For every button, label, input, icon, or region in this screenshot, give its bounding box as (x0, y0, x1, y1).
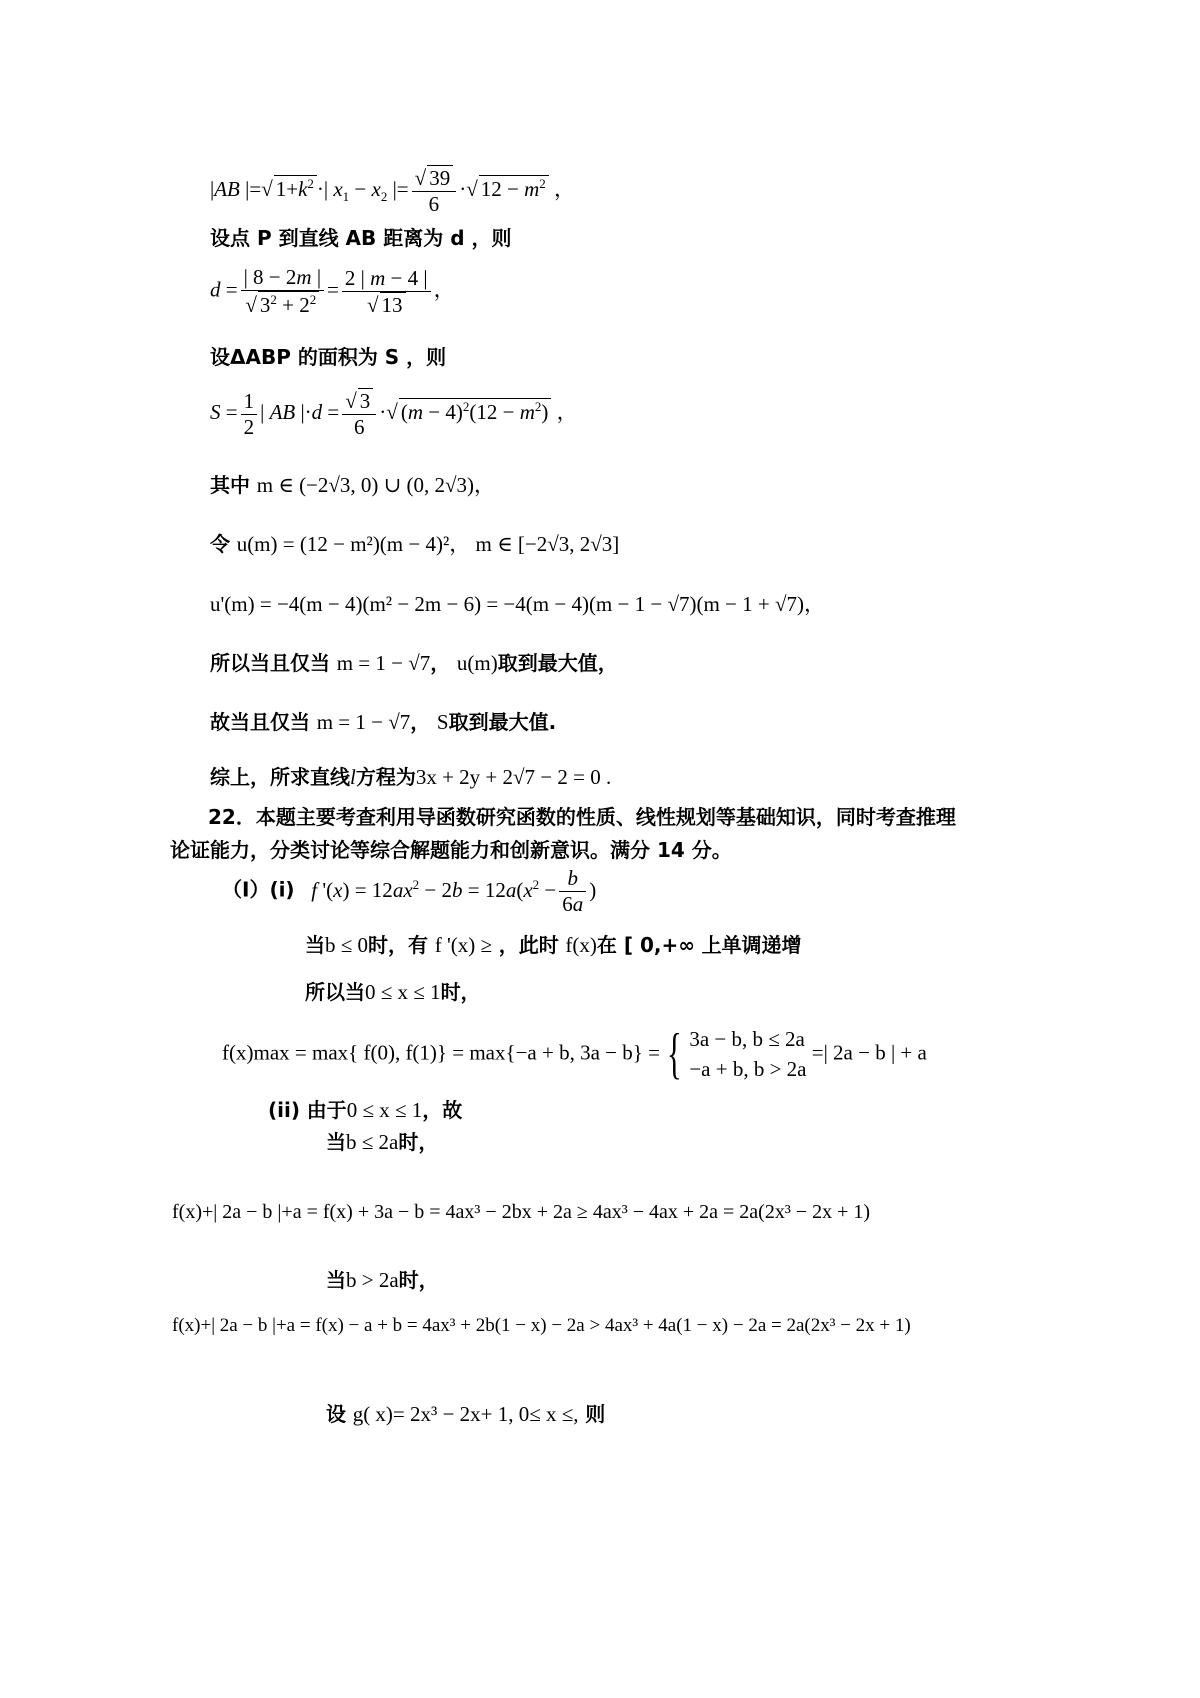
q22-intro-line1: 22．本题主要考查利用导函数研究函数的性质、线性规划等基础知识，同时考查推理 (208, 805, 956, 829)
eq-fmax: f(x)max = max{ f(0), f(1)} = max{−a + b, 3a − b} = { 3a − b, b ≤ 2a −a + b, b > 2a =| 2a − b | + a (222, 1023, 927, 1086)
eq-distance-d: d = $\frac{| 8 - 2m |}{√ 3^2 + 2^2}$ = $\frac{2 | m - 4 |}{√ 13}$ ， (210, 265, 455, 318)
part1-derivative: （Ⅰ）(i) f '$(x) = 12ax^2 - 2b = 12a(x^2$ − $\frac{b}{6a}$ ) (222, 866, 597, 917)
line-define-u: 令 u(m) = (12 − m²)(m − 4)²， m ∈ [−2√3, 2√3] (210, 532, 620, 556)
line-domain: 其中 m ∈ (−2√3, 0) ∪ (0, 2√3)， (210, 473, 496, 497)
line-max-s: 故当且仅当 m = 1 − √7， S取到最大值. (210, 710, 557, 734)
piecewise-cases: 3a − b, b ≤ 2a −a + b, b > 2a (689, 1027, 807, 1082)
line-point-distance: 设点 P 到直线 AB 距离为 d ，则 (210, 226, 512, 250)
line-so-when: 所以当0 ≤ x ≤ 1时， (305, 980, 481, 1004)
line-conclusion: 综上，所求直线l方程为3x + 2y + 2√7 − 2 = 0 . (210, 765, 612, 789)
line-case1: 当b ≤ 2a时， (326, 1130, 439, 1154)
line-define-g: 设 g( x)= 2x³ − 2x+ 1, 0≤ x ≤, 则 (326, 1402, 606, 1426)
eq-case2: f(x)+| 2a − b |+a = f(x) − a + b = 4ax³ + 2b(1 − x) − 2a > 4ax³ + 4a(1 − x) − 2a = 2a(2x³ − 2x + 1) (172, 1315, 911, 1336)
q22-intro-line2: 论证能力，分类讨论等综合解题能力和创新意识。满分 14 分。 (170, 838, 732, 862)
line-triangle-area: 设ΔABP 的面积为 S ，则 (210, 345, 447, 369)
left-brace: { (667, 1023, 683, 1086)
line-part-ii: (ii) 由于0 ≤ x ≤ 1，故 (268, 1098, 463, 1122)
eq-u-derivative: u'(m) = −4(m − 4)(m² − 2m − 6) = −4(m − 4)(m − 1 − √7)(m − 1 + √7)， (210, 592, 826, 616)
eq-case1: f(x)+| 2a − b |+a = f(x) + 3a − b = 4ax³ − 2bx + 2a ≥ 4ax³ − 4ax + 2a = 2a(2x³ − 2x + 1) (172, 1201, 871, 1223)
line-max-u: 所以当且仅当 m = 1 − √7， u(m)取到最大值， (210, 651, 618, 675)
eq-area-s: S = $\frac{1}{2}$ | AB |·d = $\frac{√ 3}{6}$ ·√ $(m - 4)^2(12 - m^2)$ ， (210, 388, 578, 440)
line-b-nonpositive: 当b ≤ 0时，有 f '(x) ≥ ，此时 f(x)在 [ 0,+∞ 上单调递增 (305, 933, 802, 957)
eq-ab-length: |AB |=√ $1+k^2$ ·| $x_1 - x_2$ |= $\frac{√ 39}{6}$ ·√ $12 - m^2$ ， (210, 166, 575, 217)
line-case2: 当b > 2a时， (326, 1268, 439, 1292)
